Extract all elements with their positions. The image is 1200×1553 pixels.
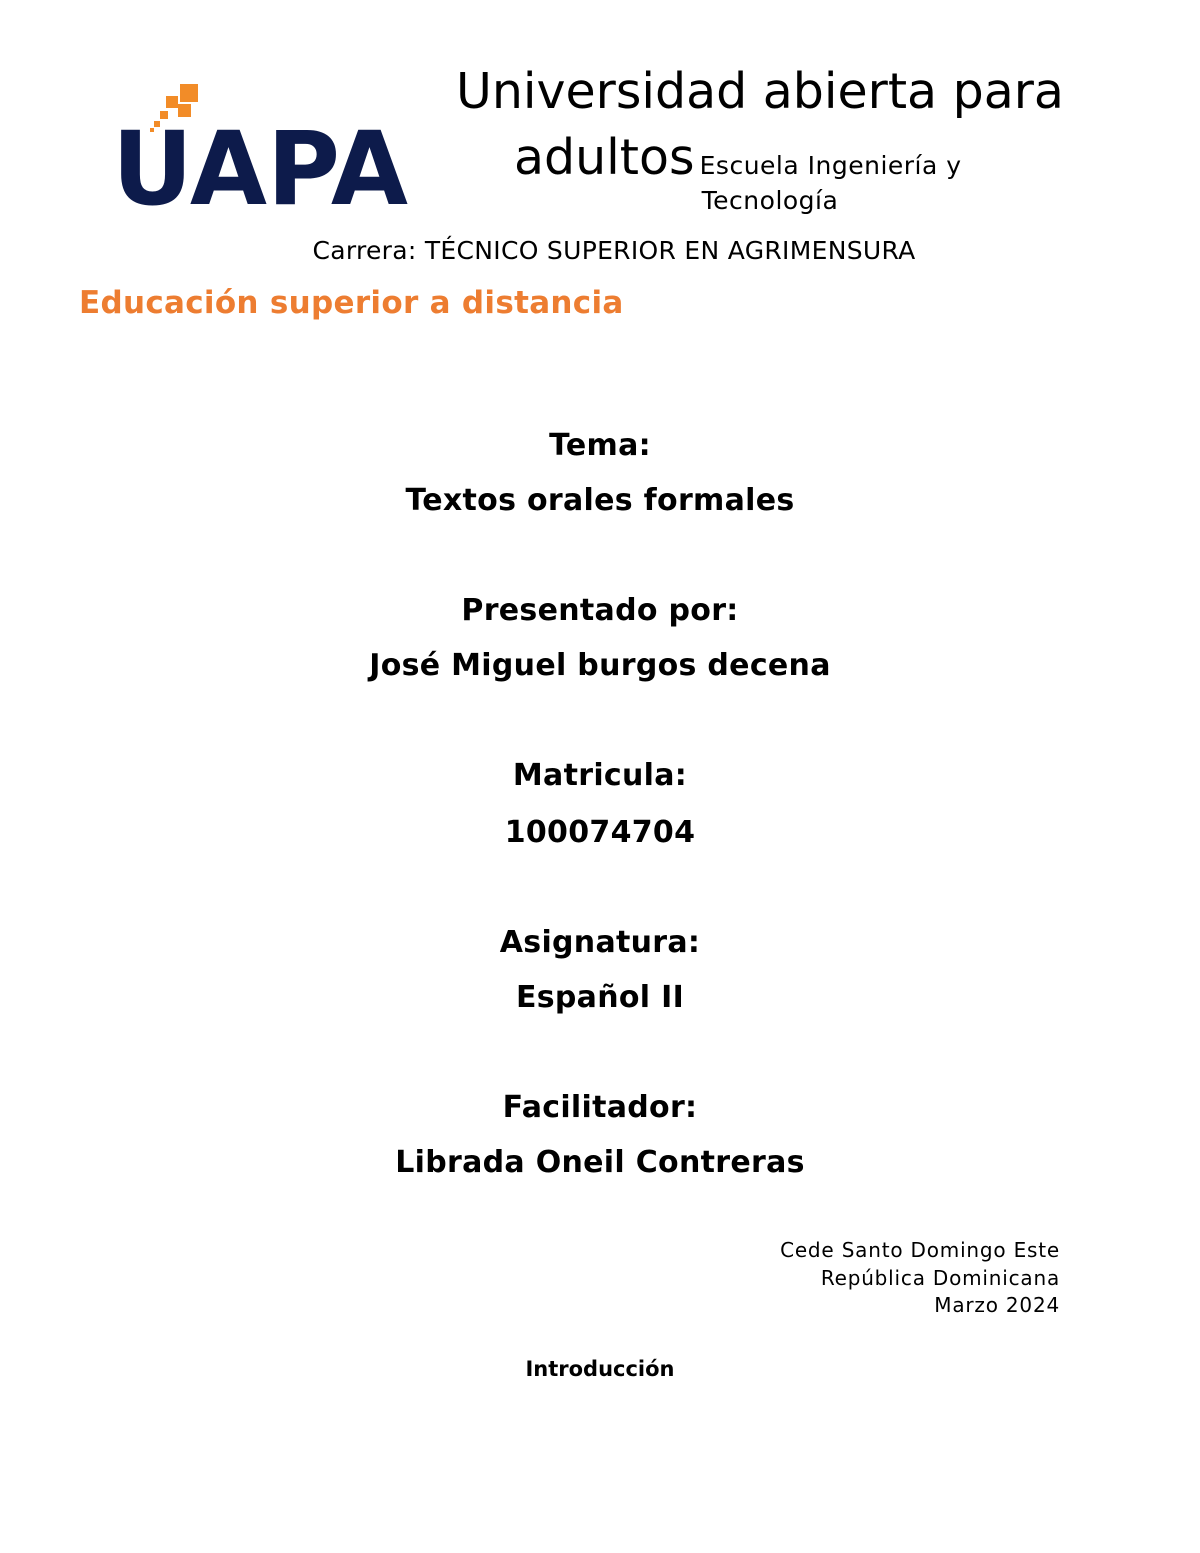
school-name-part2: Tecnología — [701, 186, 839, 215]
intro-heading: Introducción — [525, 1357, 675, 1381]
presentado-value: José Miguel burgos decena — [369, 648, 831, 683]
tema-label: Tema: — [549, 428, 651, 463]
asignatura-label: Asignatura: — [499, 925, 701, 960]
tagline: Educación superior a distancia — [79, 285, 624, 321]
university-title-line1: Universidad abierta para — [456, 63, 1064, 120]
career-line: Carrera: TÉCNICO SUPERIOR EN AGRIMENSURA — [312, 236, 916, 265]
matricula-label: Matricula: — [512, 758, 688, 793]
logo-text: UAPA — [112, 110, 409, 210]
matricula-value: 100074704 — [504, 815, 696, 850]
footer-sede: Cede Santo Domingo Este — [780, 1238, 1060, 1262]
school-name-part1: Escuela Ingeniería y — [699, 151, 962, 180]
footer-country: República Dominicana — [820, 1266, 1060, 1290]
university-title-adultos: adultos — [514, 129, 695, 186]
facilitador-value: Librada Oneil Contreras — [395, 1145, 805, 1180]
asignatura-value: Español II — [515, 980, 685, 1015]
facilitador-label: Facilitador: — [502, 1090, 698, 1125]
footer-date: Marzo 2024 — [934, 1293, 1060, 1317]
presentado-label: Presentado por: — [461, 593, 739, 628]
tema-value: Textos orales formales — [405, 483, 795, 518]
